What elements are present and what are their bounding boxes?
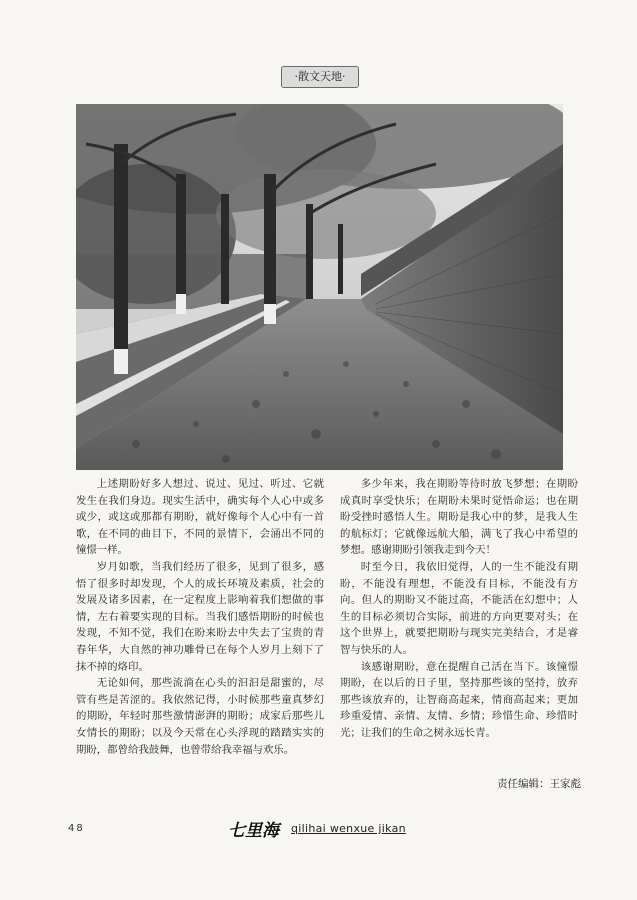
magazine-url [291, 822, 406, 835]
article-paragraph: 上述期盼好多人想过、说过、见过、听过、它就发生在我们身边。现实生活中，确实每个人心中或多或少，或这或那都有期盼，就好像每个人心中有一首歌，在不同的曲目下，不同的景情下，会涌出不同的憧憬一样。 [76, 478, 324, 557]
article-paragraph: 无论如何，那些流淌在心头的汩汩是甜蜜的，尽管有些是苦涩的。我依然记得，小时候那些童真梦幻的期盼，年轻时那些激情澎湃的期盼；成家后那些儿女情长的期盼；以及今天常在心头浮现的踏踏实实的期盼，都曾给我鼓舞，也曾带给我幸福与欢乐。 [76, 677, 324, 756]
magazine-logo: 七里海 [228, 821, 279, 841]
photo-illustration [76, 104, 563, 470]
article-photo-tree-lined-road [76, 104, 563, 470]
section-tag: ·散文天地· [281, 66, 359, 88]
article-paragraph: 多少年来，我在期盼等待时放飞梦想；在期盼成真时享受快乐；在期盼未果时觉悟命运；也在期盼受挫时感悟人生。期盼是我心中的梦，是我人生的航标灯；它就像远航大船，满飞了我心中希望的梦想。感谢期盼引领我走到今天！ [340, 478, 578, 557]
magazine-url-text: qilihai wenxue jikan [291, 822, 406, 835]
article-right-column [340, 476, 578, 742]
article-left-column [76, 476, 324, 758]
article-paragraph: 该感谢期盼，意在提醒自己活在当下。该憧憬期盼，在以后的日子里，坚持那些该的坚持，放弃那些该放弃的，让智商高起来，情商高起来；更加珍重爱情、亲情、友情、乡情；珍惜生命、珍惜时光；让我们的生命之树永远长青。 [340, 660, 578, 739]
page-number: 48 [68, 823, 85, 834]
article-paragraph: 时至今日，我依旧觉得，人的一生不能没有期盼，不能没有理想，不能没有目标，不能没有方向。但人的期盼又不能过高，不能活在幻想中；人生的目标必须切合实际，前进的方向更要对头；在这个世界上，就要把期盼与现实完美结合，才是睿智与快乐的人。 [340, 560, 578, 656]
article-paragraph: 岁月如歌，当我们经历了很多，见到了很多，感悟了很多时却发现，个人的成长环境及素质，社会的发展及诸多因素，在一定程度上影响着我们想做的事情，左右着要实现的目标。当我们感悟期盼的时候也发现，不知不觉，我们在盼来盼去中失去了宝贵的青春年华，大自然的神功雕骨已在每个人岁月上刻下了抹不掉的烙印。 [76, 560, 324, 673]
editor-credit: 责任编辑：王家彪 [497, 778, 581, 790]
